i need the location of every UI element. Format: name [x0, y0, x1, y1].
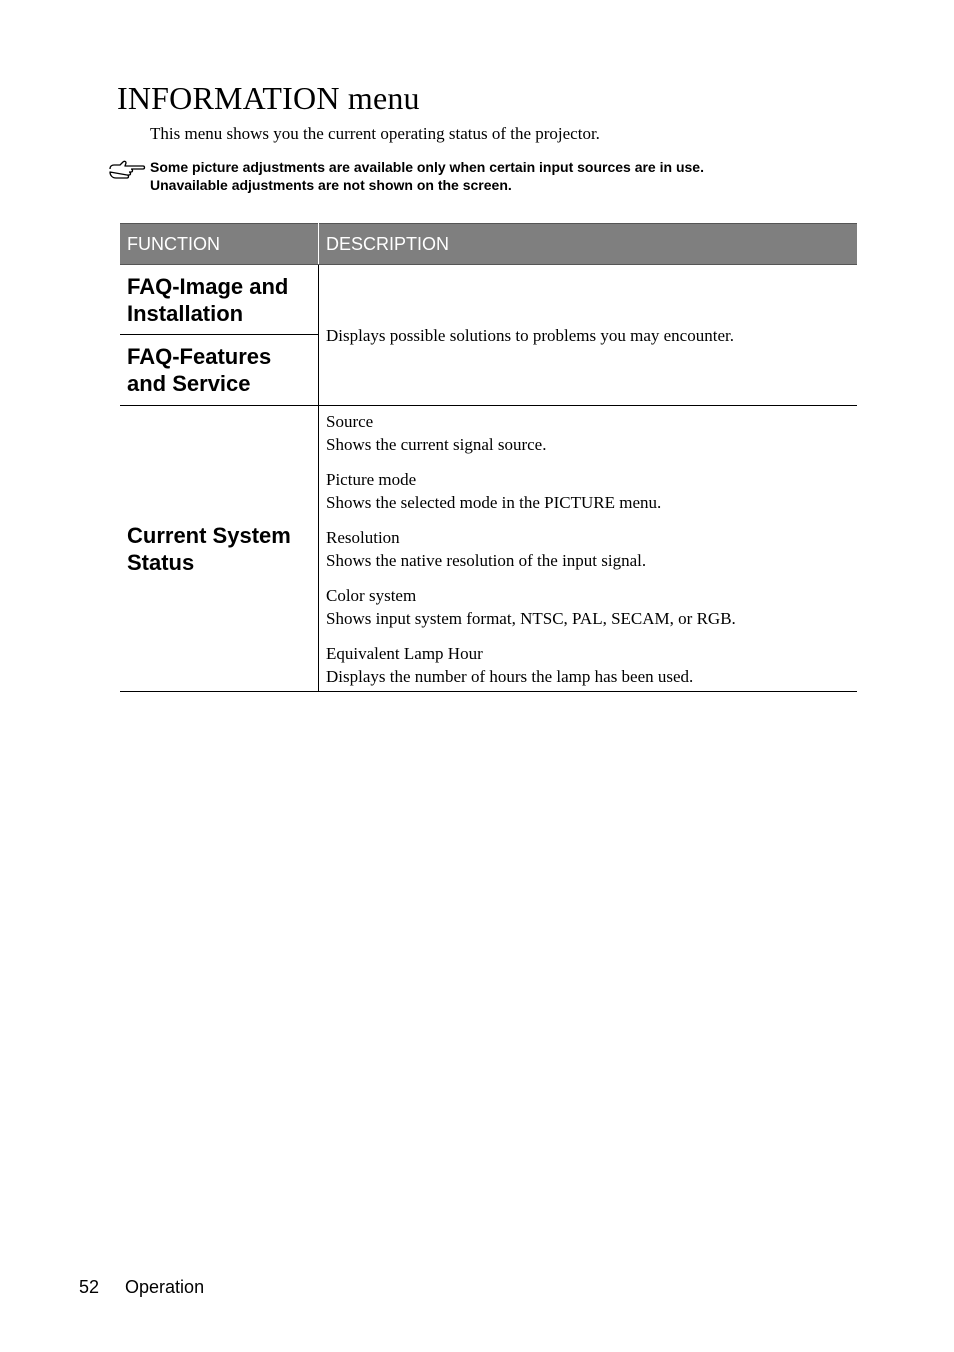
item-name-source: Source	[326, 411, 374, 431]
list-item	[326, 410, 850, 456]
function-faq-features: FAQ-Features and Service	[120, 335, 319, 406]
page-title: INFORMATION menu	[117, 80, 420, 116]
item-desc-picture-mode	[326, 491, 850, 514]
list-item	[326, 526, 850, 572]
intro-text: This menu shows you the current operating status of the projector.	[150, 124, 600, 143]
item-name-resolution: Resolution	[326, 527, 400, 547]
header-description: DESCRIPTION	[319, 224, 858, 265]
item-desc-source: Shows the current signal source.	[326, 434, 547, 454]
information-menu-table	[120, 223, 857, 692]
table-row	[120, 265, 857, 335]
item-desc-resolution: Shows the native resolution of the input signal.	[326, 550, 647, 570]
list-item	[326, 584, 850, 630]
description-faq: Displays possible solutions to problems you may encounter.	[319, 265, 858, 406]
function-faq-image: FAQ-Image and Installation	[120, 265, 319, 335]
item-name-lamp-hour: Equivalent Lamp Hour	[326, 643, 483, 663]
item-name-picture-mode: Picture mode	[326, 469, 417, 489]
note-text	[150, 158, 850, 194]
item-desc-suffix: menu.	[614, 492, 662, 512]
item-desc-prefix: Shows the selected mode in the	[326, 492, 545, 512]
description-current-system-status	[319, 406, 858, 692]
table-header-row	[120, 224, 857, 265]
item-desc-color-system: Shows input system format, NTSC, PAL, SECAM, or RGB.	[326, 608, 736, 628]
pointing-hand-icon	[108, 160, 146, 182]
header-function: FUNCTION	[120, 224, 319, 265]
picture-menu-ref: PICTURE	[544, 492, 615, 512]
list-item	[326, 468, 850, 514]
list-item	[326, 642, 850, 688]
footer-section: Operation	[125, 1277, 205, 1297]
function-current-system-status: Current System Status	[120, 406, 319, 692]
page-number: 52	[79, 1277, 100, 1297]
table-row	[120, 406, 857, 692]
item-desc-lamp-hour: Displays the number of hours the lamp has been used.	[326, 666, 694, 686]
page-footer	[79, 1277, 204, 1298]
note-line-1: Some picture adjustments are available only when certain input sources are in use.	[150, 159, 704, 175]
item-name-color-system: Color system	[326, 585, 417, 605]
note-line-2: Unavailable adjustments are not shown on the screen.	[150, 177, 512, 193]
